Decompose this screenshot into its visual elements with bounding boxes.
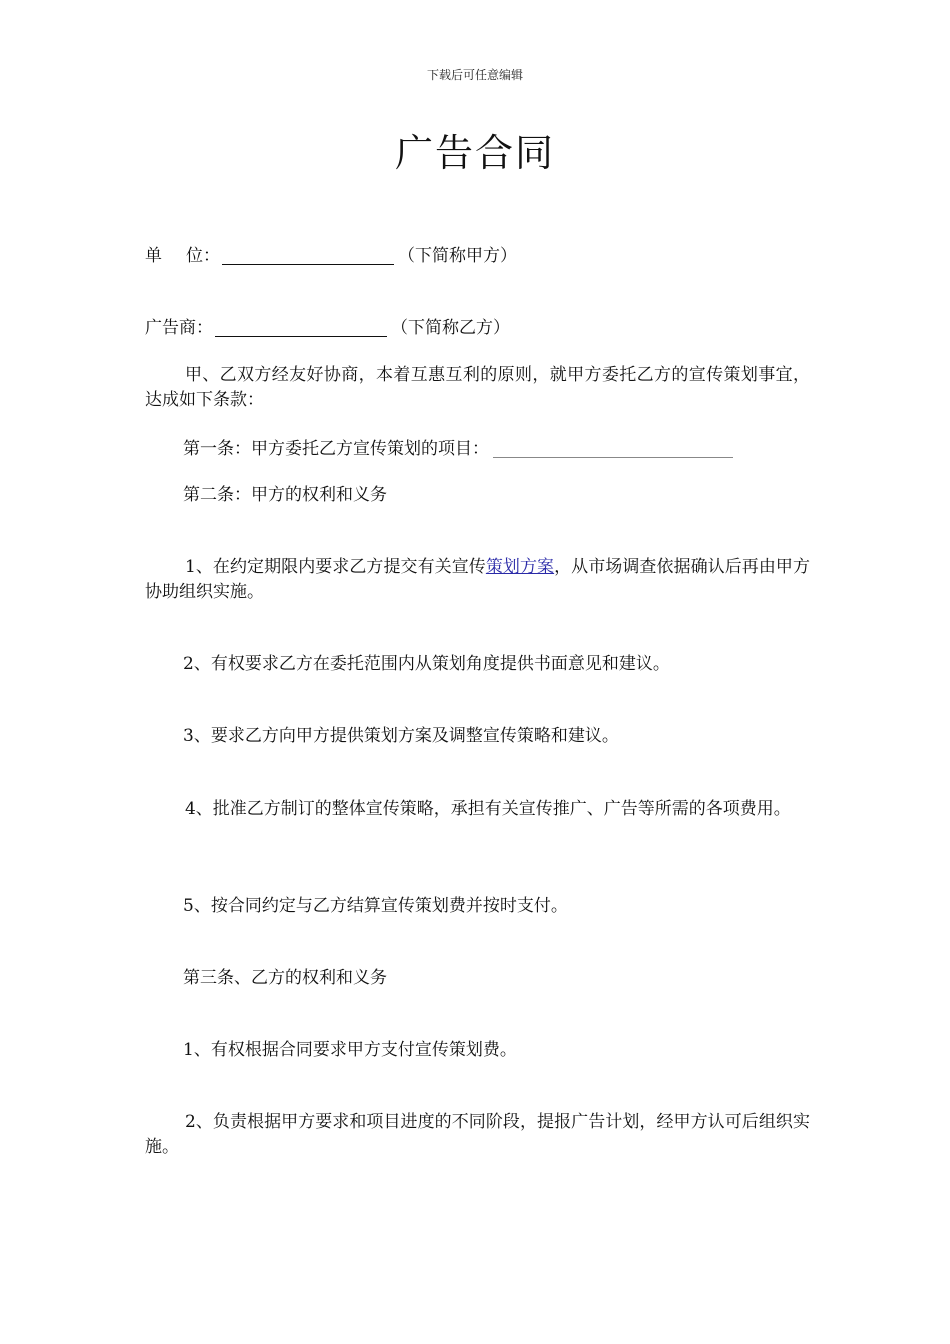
- a2-item-3: 3、要求乙方向甲方提供策划方案及调整宣传策略和建议。: [183, 726, 619, 746]
- a2-item-5: 5、按合同约定与乙方结算宣传策划费并按时支付。: [183, 896, 568, 916]
- party-a-label-1: 单: [145, 246, 162, 266]
- a2-item-1-before: 1、在约定期限内要求乙方提交有关宣传: [184, 557, 486, 577]
- a2-item-4: 4、批准乙方制订的整体宣传策略，承担有关宣传推广、广告等所需的各项费用。: [184, 799, 791, 819]
- article-1-blank[interactable]: [493, 439, 733, 458]
- page-title: 广告合同: [394, 131, 555, 175]
- party-a-suffix: （下简称甲方）: [398, 246, 517, 266]
- a2-item-1-after: ，从市场调查依据确认后再由甲方协助组织实施。: [145, 557, 810, 602]
- party-b-blank[interactable]: [215, 318, 387, 337]
- party-a-blank[interactable]: [222, 246, 394, 265]
- a2-item-2: 2、有权要求乙方在委托范围内从策划角度提供书面意见和建议。: [183, 654, 670, 674]
- article-2-heading: 第二条：甲方的权利和义务: [183, 485, 387, 505]
- party-a-label-2: 位：: [186, 246, 220, 266]
- a3-item-2: 2、负责根据甲方要求和项目进度的不同阶段，提报广告计划，经甲方认可后组织实施。: [145, 1112, 810, 1157]
- a3-item-1: 1、有权根据合同要求甲方支付宣传策划费。: [183, 1040, 517, 1060]
- a2-item-1: [145, 555, 810, 605]
- intro-paragraph: 甲、乙双方经友好协商，本着互惠互利的原则，就甲方委托乙方的宣传策划事宜，达成如下条款：: [145, 365, 810, 410]
- article-3-heading: 第三条、乙方的权利和义务: [183, 968, 387, 988]
- party-a-line: [145, 244, 517, 268]
- article-1-text: 第一条：甲方委托乙方宣传策划的项目：: [183, 439, 489, 459]
- article-1: [183, 437, 733, 461]
- header-note: 下载后可任意编辑: [426, 68, 523, 82]
- plan-link[interactable]: 策划方案: [485, 557, 555, 577]
- party-b-suffix: （下简称乙方）: [391, 318, 510, 338]
- party-b-line: [145, 316, 510, 340]
- party-b-label: 广告商：: [145, 318, 213, 338]
